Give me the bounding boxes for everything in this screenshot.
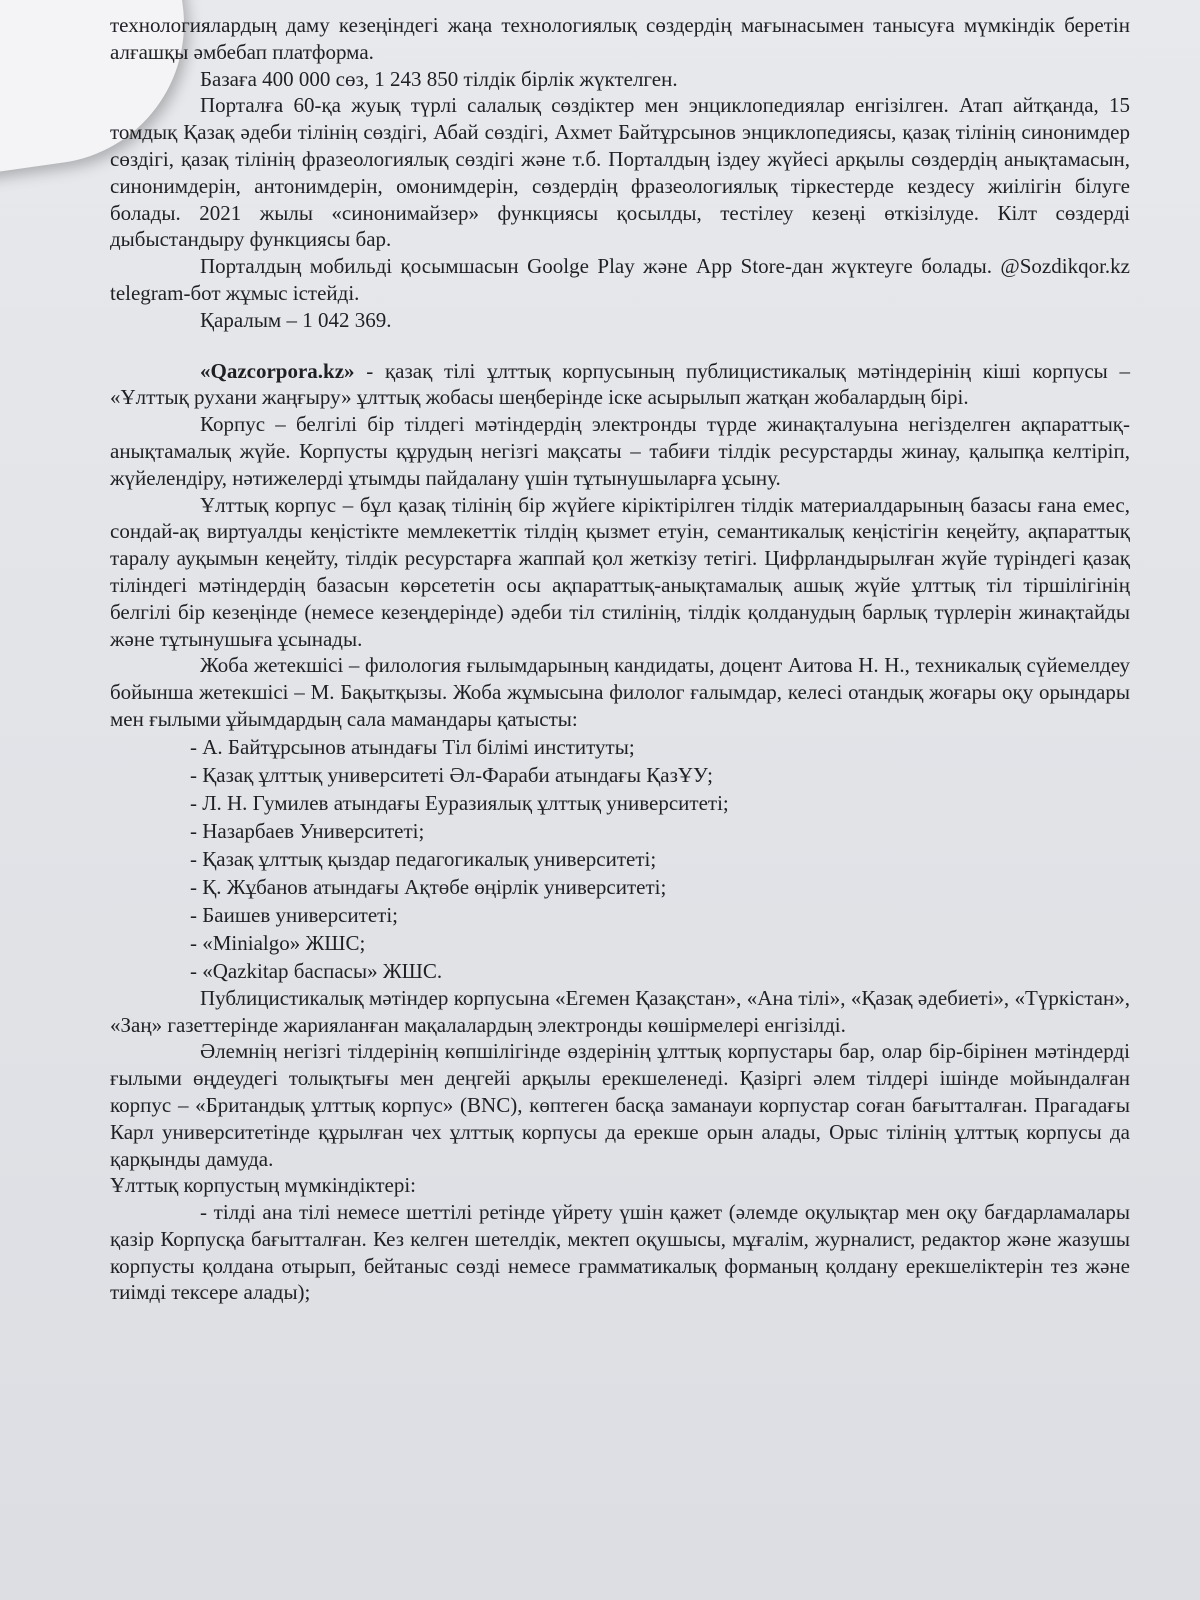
capabilities-heading: Ұлттық корпустың мүмкіндіктері:: [110, 1173, 416, 1198]
participant-item: - «Qazkitap баспасы» ЖШС.: [190, 958, 443, 983]
intro-line-2: Базаға 400 000 сөз, 1 243 850 тілдік бірлік жүктелген.: [200, 66, 678, 91]
world-corpora-paragraph: Әлемнің негізгі тілдерінің көпшілігінде өздерінің ұлттық корпустары бар, олар бір-бірінен мәтіндерді ғылыми өңдеудегі толықтығы мен деңгейі арқылы ерекшеленеді. Қазіргі әлем тілдері ішінде мойындалған корпус – «Британдық ұлттық корпус» (BNC), көптеген басқа заманауи корпустар соған бағытталған. Прагадағы Карл университетінде құрылған чех ұлттық корпусы да ерекше орын алады, Орыс тілінің ұлттық корпусы да қарқынды дамуда.: [110, 1039, 1130, 1171]
participant-item: - «Minialgo» ЖШС;: [190, 930, 366, 955]
participant-item: - Қазақ ұлттық университеті Әл-Фараби атындағы ҚазҰУ;: [190, 762, 713, 787]
intro-line-1: технологиялардың даму кезеңіндегі жаңа технологиялық сөздердің мағынасымен танысуға мүмкіндік беретін алғашқы әмбебап платформа.: [110, 13, 1130, 64]
qazcorpora-text: - қазақ тілі ұлттық корпусының публицистикалық мәтіндерінің кіші корпусы – «Ұлттық рухани жаңғыру» ұлттық жобасы шеңберінде іске асырылып жатқан жобалардың бірі.: [110, 358, 1130, 410]
intro-paragraph-mobile: Порталдың мобильді қосымшасын Goolge Play және App Store-дан жүктеуге болады. @Sozdikqor.kz telegram-бот жұмыс істейді.: [110, 254, 1130, 305]
participant-item: - Назарбаев Университеті;: [190, 818, 425, 843]
participant-item: - Л. Н. Гумилев атындағы Еуразиялық ұлттық университеті;: [190, 790, 729, 815]
national-corpus-paragraph: Ұлттық корпус – бұл қазақ тілінің бір жүйеге кіріктірілген тілдік материалдарының базасы ғана емес, сондай-ақ виртуалды кеңістікте мемлекеттік тілдің қызмет етуін, семантикалық кеңістігін кеңейту, ақпараттық таралу ауқымын кеңейту, тілдік ресурстарға жаппай қол жеткізу тетігі. Цифрландырылған жүйе түріндегі қазақ тіліндегі мәтіндердің базасын көрсететін осы ақпараттық-анықтамалық ашық жүйе ұлттық тіл тіршілігінің белгілі бір кезеңінде (немесе кезеңдерінде) әдеби тіл стилінің, тілдік қолданудың барлық түрлерін жинақтайды және тұтынушыға ұсынады.: [110, 492, 1130, 651]
participant-item: - А. Байтұрсынов атындағы Тіл білімі институты;: [190, 734, 635, 759]
qazcorpora-paragraph: [110, 358, 1130, 412]
intro-views: Қаралым – 1 042 369.: [200, 307, 392, 332]
project-lead-paragraph: Жоба жетекшісі – филология ғылымдарының кандидаты, доцент Аитова Н. Н., техникалық сүйемелдеу бойынша жетекшісі – М. Бақытқызы. Жоба жұмысына филолог ғалымдар, келесі отандық жоғары оқу орындары мен ғылыми ұйымдардың сала мамандары қатысты:: [110, 653, 1130, 731]
participant-item: - Қазақ ұлттық қыздар педагогикалық университеті;: [190, 846, 657, 871]
participant-item: - Баишев университеті;: [190, 902, 399, 927]
document-body: [110, 12, 1130, 1306]
newspapers-paragraph: Публицистикалық мәтіндер корпусына «Егемен Қазақстан», «Ана тілі», «Қазақ әдебиеті», «Түркістан», «Заң» газеттерінде жарияланған мақалалардың электронды көшірмелері енгізілді.: [110, 985, 1130, 1037]
qazcorpora-brand: «Qazcorpora.kz»: [200, 358, 355, 383]
participants-list: [110, 733, 1130, 985]
capability-item: - тілді ана тілі немесе шеттілі ретінде үйрету үшін қажет (әлемде оқулықтар мен оқу бағдарламалары қазір Корпусқа бағытталған. Кез келген шетелдік, мектеп оқушысы, мұғалім, журналист, редактор және жазушы корпусты қолдана отырып, бейтаныс сөзді немесе грамматикалық форманың қолдану ерекшеліктерін тез және тиімді тексере алады);: [110, 1200, 1130, 1305]
participant-item: - Қ. Жұбанов атындағы Ақтөбе өңірлік университеті;: [190, 874, 667, 899]
intro-paragraph-dictionaries: Порталға 60-қа жуық түрлі салалық сөздіктер мен энциклопедиялар енгізілген. Атап айтқанда, 15 томдық Қазақ әдеби тілінің сөздігі, Абай сөздігі, Ахмет Байтұрсынов энциклопедиясы, қазақ тілінің синонимдер сөздігі, қазақ тілінің фразеологиялық сөздігі және т.б. Порталдың іздеу жүйесі арқылы сөздердің анықтамасын, синонимдерін, антонимдерін, омонимдерін, сөздердің фразеологиялық тіркестерде кездесу жиілігін білуге болады. 2021 жылы «синонимайзер» функциясы қосылды, тестілеу кезеңі өткізілуде. Кілт сөздерді дыбыстандыру функциясы бар.: [110, 93, 1130, 252]
corpus-definition: Корпус – белгілі бір тілдегі мәтіндердің электронды түрде жинақталуына негізделген ақпараттық-анықтамалық жүйе. Корпусты құрудың негізгі мақсаты – табиғи тілдік ресурстарды жинау, қалыпқа келтіріп, жүйелендіру, нәтижелерді ұтымды пайдалану үшін тұтынушыларға ұсыну.: [110, 412, 1130, 490]
paragraph-gap: [110, 334, 1130, 358]
